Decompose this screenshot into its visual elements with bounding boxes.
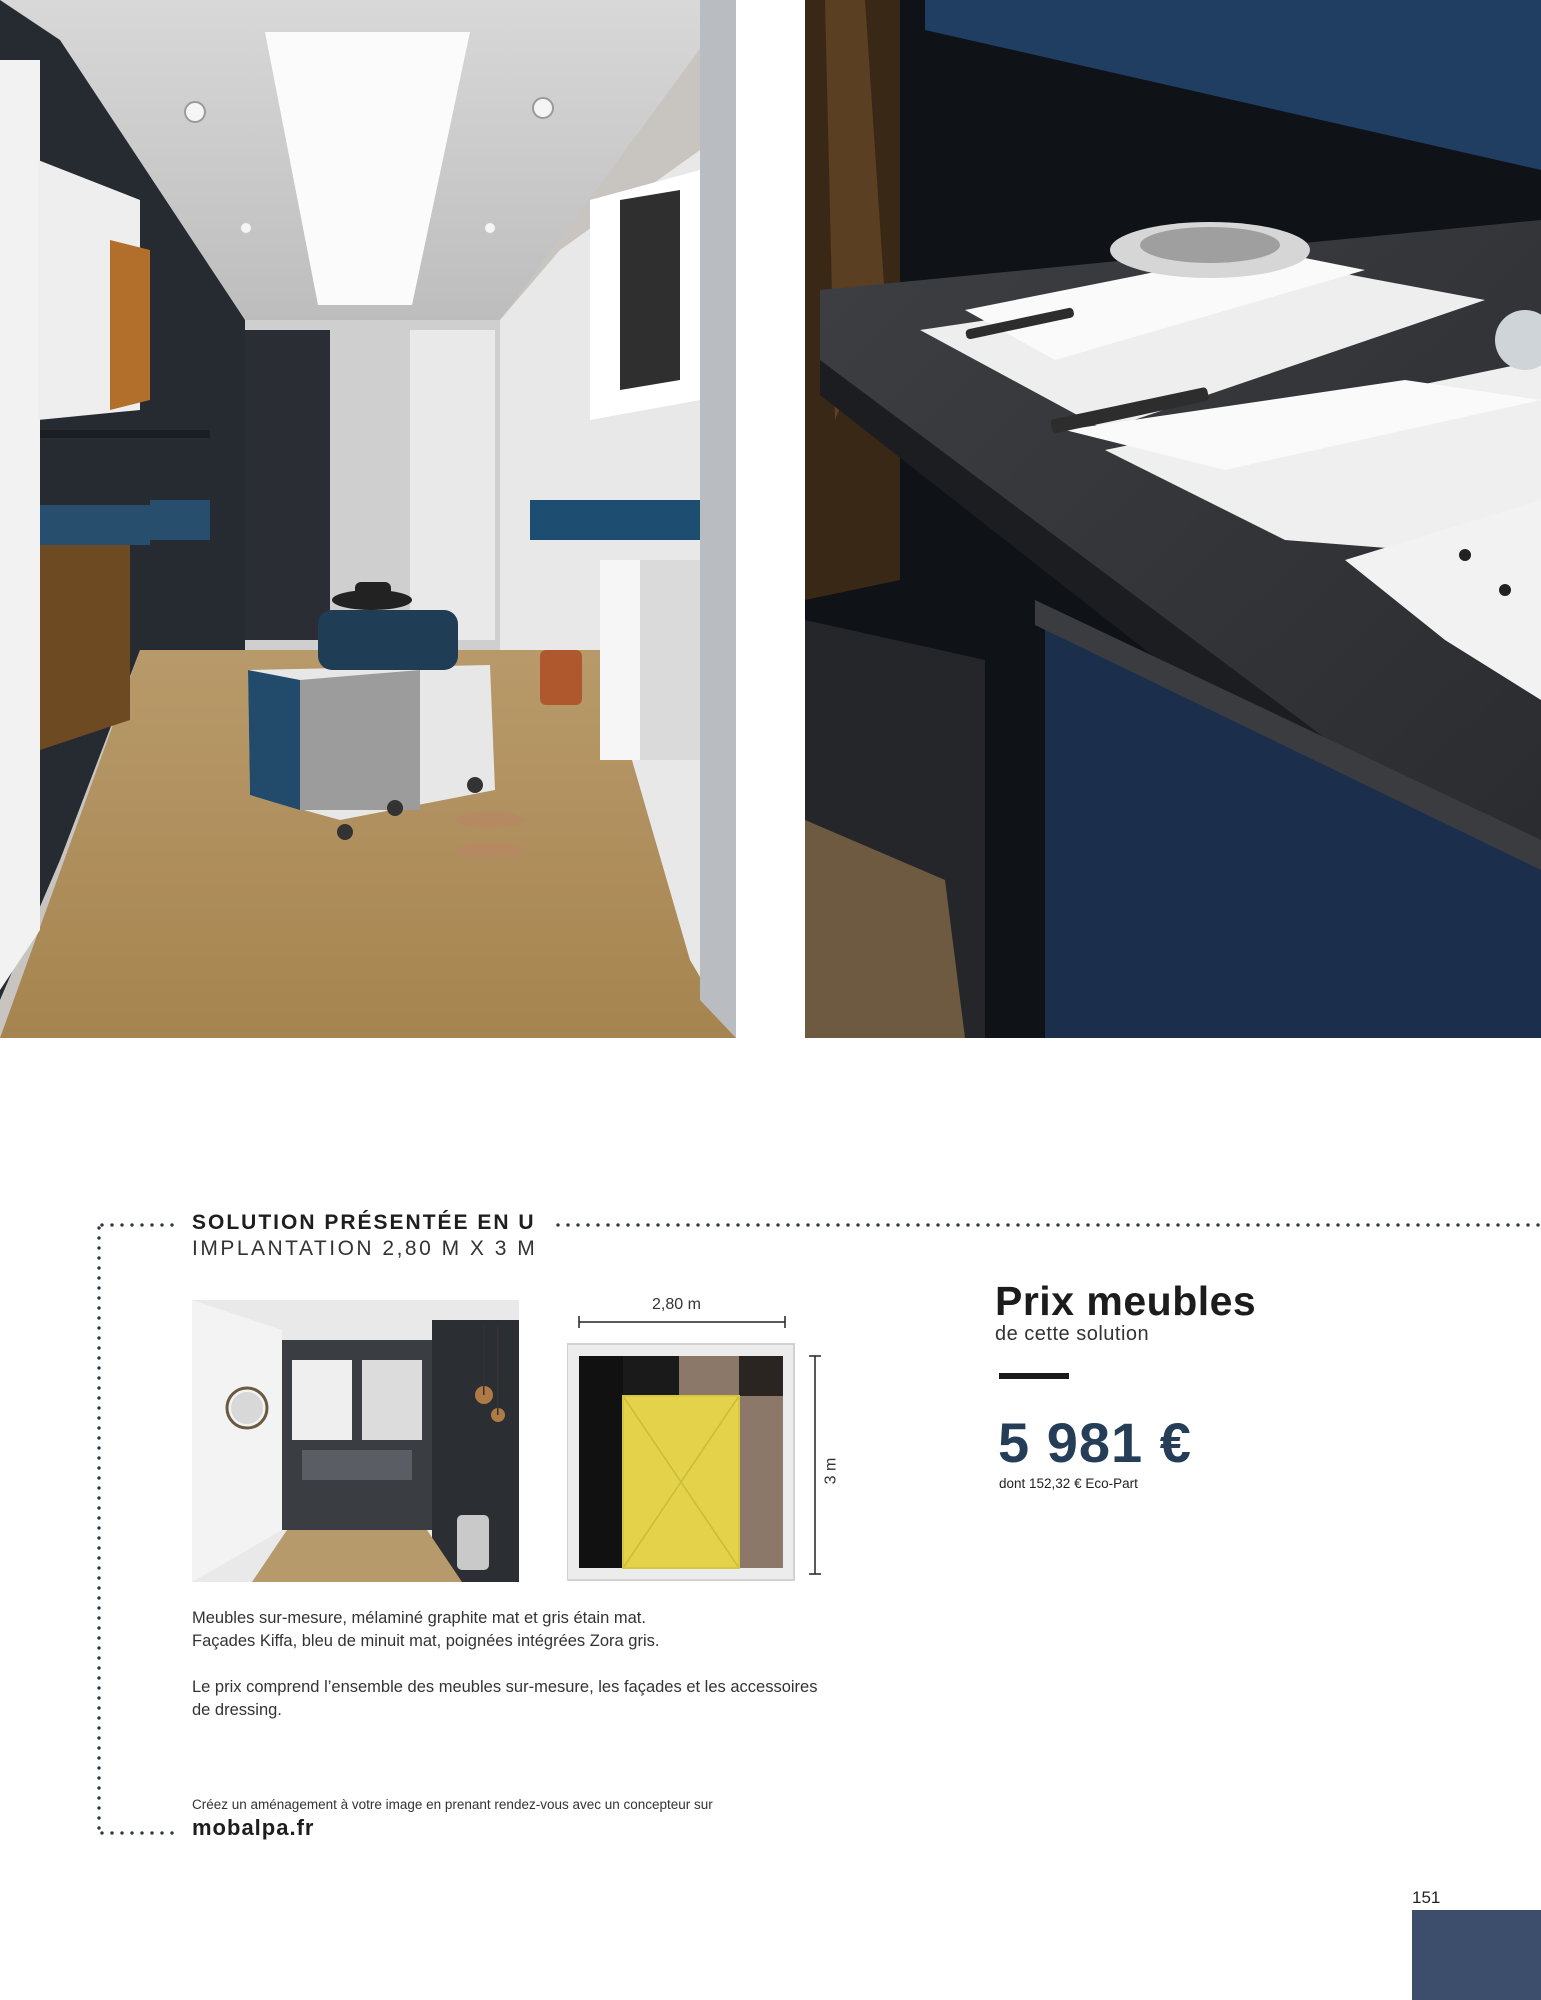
description-line: de dressing. (192, 1701, 282, 1719)
floor-plan-diagram (567, 1284, 847, 1604)
section-title: SOLUTION PRÉSENTÉE EN U (192, 1211, 536, 1234)
dotted-rule-left (97, 1223, 101, 1833)
dotted-rule-bottom (97, 1831, 177, 1835)
price-title: Prix meubles (995, 1278, 1257, 1324)
eco-part-note: dont 152,32 € Eco-Part (999, 1476, 1138, 1491)
dotted-rule-top-left (97, 1223, 177, 1227)
description-line: Meubles sur-mesure, mélaminé graphite mat et gris étain mat. (192, 1609, 646, 1627)
shirts-shelf-photo (805, 0, 1541, 1038)
cta-text: Créez un aménagement à votre image en prenant rendez-vous avec un concepteur sur (192, 1797, 713, 1812)
price-subtitle: de cette solution (995, 1323, 1150, 1345)
price-divider (999, 1373, 1069, 1379)
page-number: 151 (1412, 1888, 1441, 1907)
description-line: Le prix comprend l’ensemble des meubles sur-mesure, les façades et les accessoires (192, 1678, 818, 1696)
price-value: 5 981 € (998, 1411, 1192, 1474)
mobalpa-website-link[interactable]: mobalpa.fr (192, 1815, 315, 1840)
plan-width-label: 2,80 m (652, 1296, 701, 1313)
dotted-rule-top-right (553, 1223, 1541, 1227)
solution-thumbnail-photo (192, 1300, 519, 1582)
plan-height-label: 3 m (822, 1457, 840, 1485)
section-subtitle: IMPLANTATION 2,80 M X 3 M (192, 1237, 538, 1260)
description-line: Façades Kiffa, bleu de minuit mat, poignées intégrées Zora gris. (192, 1632, 660, 1650)
page-corner-tab (1412, 1910, 1541, 2000)
dressing-room-photo (0, 0, 736, 1038)
